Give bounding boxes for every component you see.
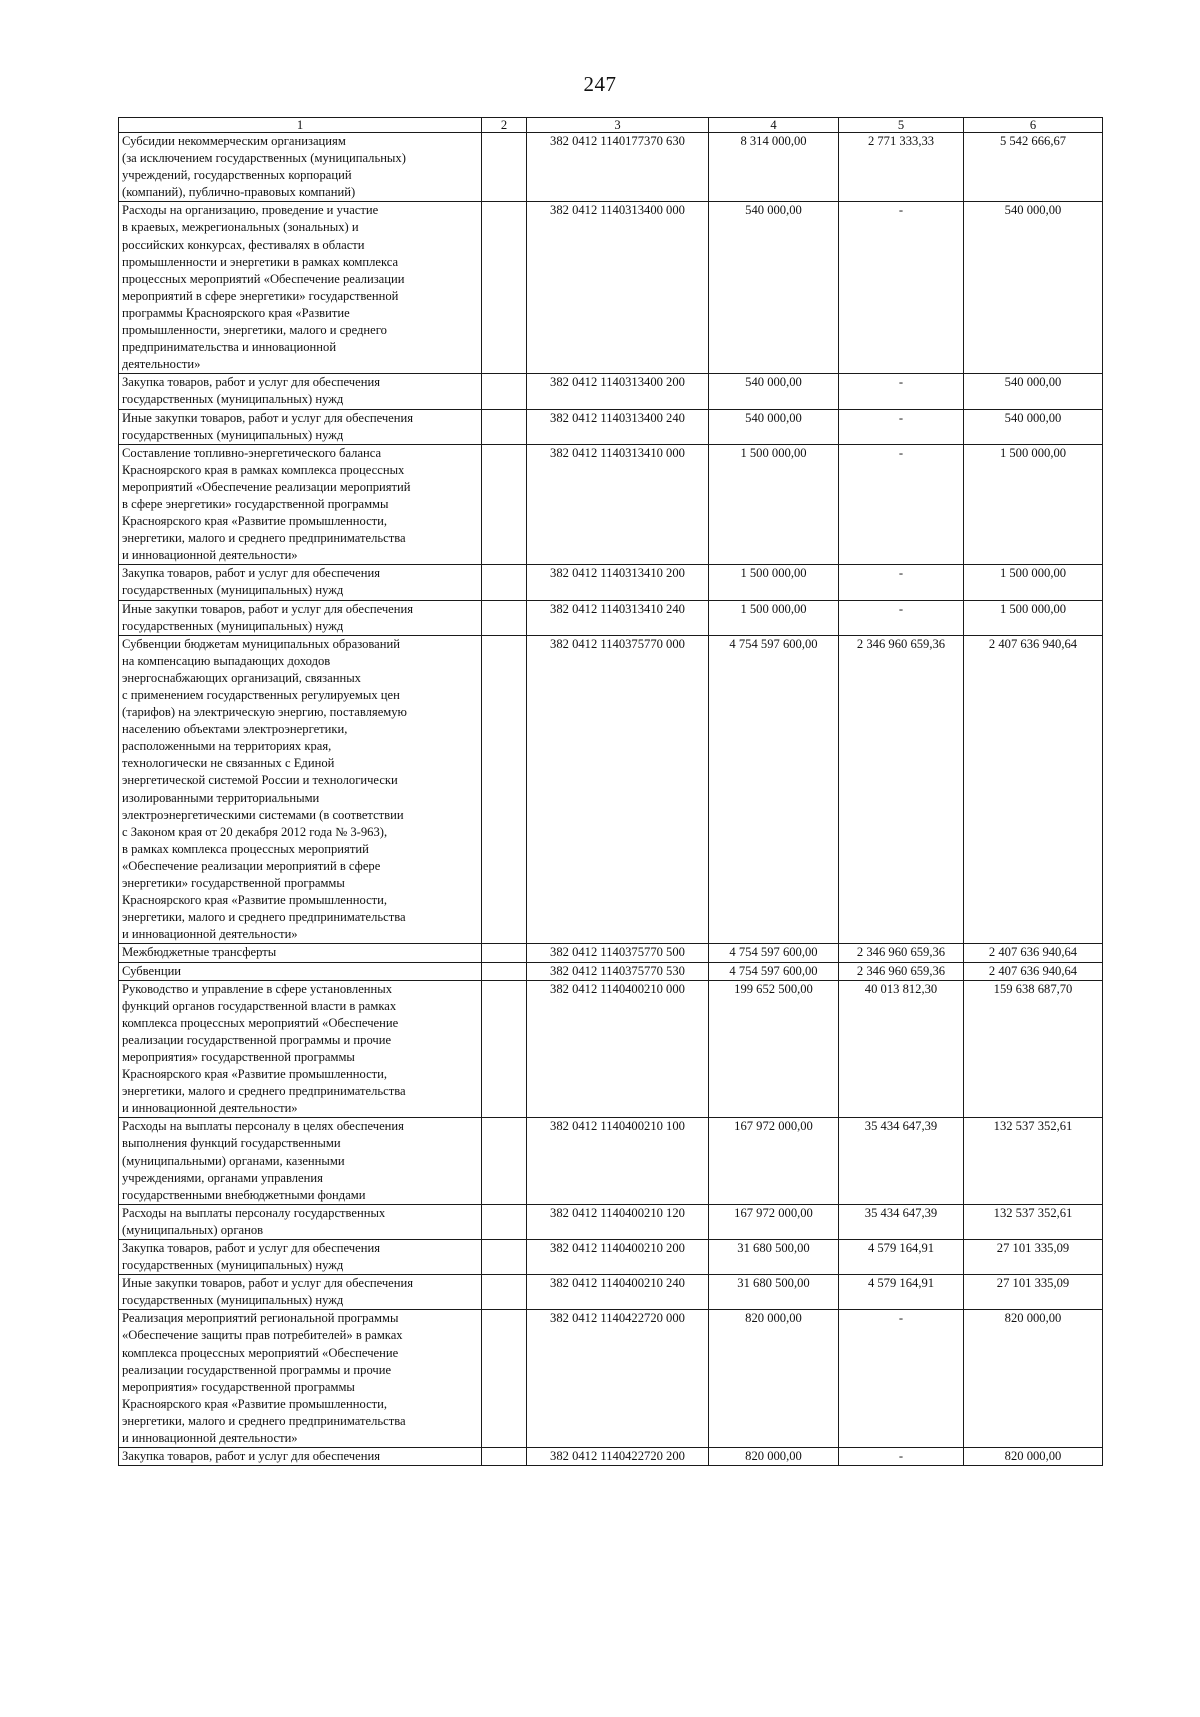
row-col2 (482, 1310, 527, 1448)
row-col2 (482, 565, 527, 600)
row-budget-code: 382 0412 1140375770 000 (527, 635, 709, 944)
row-col2 (482, 1204, 527, 1239)
row-amount-col5: - (839, 565, 964, 600)
row-description: Субвенции (119, 962, 482, 980)
row-amount-col4: 8 314 000,00 (709, 133, 839, 202)
row-budget-code: 382 0412 1140313400 240 (527, 409, 709, 444)
row-amount-col5: 2 346 960 659,36 (839, 944, 964, 962)
row-description: Закупка товаров, работ и услуг для обеспечения (119, 1448, 482, 1466)
row-amount-col4: 1 500 000,00 (709, 444, 839, 565)
row-col2 (482, 962, 527, 980)
row-amount-col6: 1 500 000,00 (964, 565, 1103, 600)
row-description: Субвенции бюджетам муниципальных образований на компенсацию выпадающих доходов энергоснабжающих организаций, связанных с применением государственных регулируемых цен (тарифов) на электрическую энергию, поставляемую населению объектами электроэнергетики, расположенными на территориях края, технологически не связанных с Единой энергетической системой России и технологически изолированными территориальными электроэнергетическими системами (в соответствии с Законом края от 20 декабря 2012 года № 3-963), в рамках комплекса процессных мероприятий «Обеспечение реализации мероприятий в сфере энергетики» государственной программы Красноярского края «Развитие промышленности, энергетики, малого и среднего предпринимательства и инновационной деятельности» (119, 635, 482, 944)
row-amount-col5: - (839, 409, 964, 444)
row-amount-col6: 132 537 352,61 (964, 1118, 1103, 1204)
column-header-5: 5 (839, 118, 964, 133)
row-col2 (482, 944, 527, 962)
row-amount-col6: 27 101 335,09 (964, 1240, 1103, 1275)
row-col2 (482, 980, 527, 1118)
row-amount-col4: 820 000,00 (709, 1448, 839, 1466)
row-amount-col6: 2 407 636 940,64 (964, 962, 1103, 980)
row-amount-col5: 2 346 960 659,36 (839, 635, 964, 944)
row-amount-col5: 35 434 647,39 (839, 1204, 964, 1239)
table-row (119, 962, 1103, 980)
row-amount-col6: 159 638 687,70 (964, 980, 1103, 1118)
row-description: Расходы на выплаты персоналу в целях обеспечения выполнения функций государственными (муниципальными) органами, казенными учреждениями, органами управления государственными внебюджетными фондами (119, 1118, 482, 1204)
row-amount-col4: 31 680 500,00 (709, 1275, 839, 1310)
row-amount-col5: - (839, 374, 964, 409)
row-col2 (482, 444, 527, 565)
row-description: Иные закупки товаров, работ и услуг для обеспечения государственных (муниципальных) нужд (119, 1275, 482, 1310)
row-amount-col5: - (839, 202, 964, 374)
table-row (119, 1275, 1103, 1310)
table-row (119, 1448, 1103, 1466)
row-budget-code: 382 0412 1140400210 200 (527, 1240, 709, 1275)
table-row (119, 1310, 1103, 1448)
row-amount-col6: 27 101 335,09 (964, 1275, 1103, 1310)
row-amount-col5: 35 434 647,39 (839, 1118, 964, 1204)
row-amount-col6: 820 000,00 (964, 1310, 1103, 1448)
row-col2 (482, 1240, 527, 1275)
row-budget-code: 382 0412 1140313410 000 (527, 444, 709, 565)
table-row (119, 1240, 1103, 1275)
table-row (119, 635, 1103, 944)
row-description: Закупка товаров, работ и услуг для обеспечения государственных (муниципальных) нужд (119, 565, 482, 600)
row-budget-code: 382 0412 1140400210 000 (527, 980, 709, 1118)
row-amount-col6: 1 500 000,00 (964, 600, 1103, 635)
row-description: Межбюджетные трансферты (119, 944, 482, 962)
table-row (119, 374, 1103, 409)
column-header-4: 4 (709, 118, 839, 133)
row-description: Расходы на организацию, проведение и участие в краевых, межрегиональных (зональных) и российских конкурсах, фестивалях в области промышленности и энергетики в рамках комплекса процессных мероприятий «Обеспечение реализации мероприятий в сфере энергетики» государственной программы Красноярского края «Развитие промышленности, энергетики, малого и среднего предпринимательства и инновационной деятельности» (119, 202, 482, 374)
row-amount-col6: 2 407 636 940,64 (964, 944, 1103, 962)
row-amount-col4: 167 972 000,00 (709, 1204, 839, 1239)
row-amount-col6: 1 500 000,00 (964, 444, 1103, 565)
row-description: Составление топливно-энергетического баланса Красноярского края в рамках комплекса процессных мероприятий «Обеспечение реализации мероприятий в сфере энергетики» государственной программы Красноярского края «Развитие промышленности, энергетики, малого и среднего предпринимательства и инновационной деятельности» (119, 444, 482, 565)
row-budget-code: 382 0412 1140400210 120 (527, 1204, 709, 1239)
row-budget-code: 382 0412 1140375770 530 (527, 962, 709, 980)
row-budget-code: 382 0412 1140313400 000 (527, 202, 709, 374)
row-amount-col4: 4 754 597 600,00 (709, 962, 839, 980)
row-description: Руководство и управление в сфере установленных функций органов государственной власти в рамках комплекса процессных мероприятий «Обеспечение реализации государственной программы и прочие мероприятия» государственной программы Красноярского края «Развитие промышленности, энергетики, малого и среднего предпринимательства и инновационной деятельности» (119, 980, 482, 1118)
row-amount-col4: 4 754 597 600,00 (709, 635, 839, 944)
row-amount-col6: 132 537 352,61 (964, 1204, 1103, 1239)
row-col2 (482, 202, 527, 374)
row-budget-code: 382 0412 1140422720 200 (527, 1448, 709, 1466)
column-header-6: 6 (964, 118, 1103, 133)
table-row (119, 1118, 1103, 1204)
row-amount-col6: 2 407 636 940,64 (964, 635, 1103, 944)
table-row (119, 980, 1103, 1118)
row-amount-col5: 4 579 164,91 (839, 1275, 964, 1310)
row-col2 (482, 409, 527, 444)
table-row (119, 444, 1103, 565)
row-amount-col6: 540 000,00 (964, 374, 1103, 409)
row-budget-code: 382 0412 1140177370 630 (527, 133, 709, 202)
column-header-3: 3 (527, 118, 709, 133)
table-row (119, 1204, 1103, 1239)
row-amount-col4: 199 652 500,00 (709, 980, 839, 1118)
row-col2 (482, 1118, 527, 1204)
row-col2 (482, 1275, 527, 1310)
row-budget-code: 382 0412 1140313400 200 (527, 374, 709, 409)
row-col2 (482, 1448, 527, 1466)
column-header-1: 1 (119, 118, 482, 133)
row-budget-code: 382 0412 1140313410 200 (527, 565, 709, 600)
row-amount-col5: - (839, 1448, 964, 1466)
row-description: Иные закупки товаров, работ и услуг для обеспечения государственных (муниципальных) нужд (119, 600, 482, 635)
row-amount-col5: 4 579 164,91 (839, 1240, 964, 1275)
row-amount-col4: 540 000,00 (709, 374, 839, 409)
table-row (119, 944, 1103, 962)
row-description: Закупка товаров, работ и услуг для обеспечения государственных (муниципальных) нужд (119, 1240, 482, 1275)
row-amount-col5: - (839, 600, 964, 635)
row-description: Субсидии некоммерческим организациям (за исключением государственных (муниципальных) учреждений, государственных корпораций (компаний), публично-правовых компаний) (119, 133, 482, 202)
row-amount-col5: - (839, 1310, 964, 1448)
row-amount-col6: 540 000,00 (964, 409, 1103, 444)
row-amount-col4: 820 000,00 (709, 1310, 839, 1448)
table-row (119, 565, 1103, 600)
row-col2 (482, 374, 527, 409)
row-amount-col4: 540 000,00 (709, 202, 839, 374)
budget-table (118, 117, 1103, 1466)
row-amount-col6: 820 000,00 (964, 1448, 1103, 1466)
row-budget-code: 382 0412 1140375770 500 (527, 944, 709, 962)
row-amount-col4: 540 000,00 (709, 409, 839, 444)
row-amount-col5: 40 013 812,30 (839, 980, 964, 1118)
table-row (119, 409, 1103, 444)
column-number-row (119, 118, 1103, 133)
row-col2 (482, 600, 527, 635)
row-amount-col4: 1 500 000,00 (709, 600, 839, 635)
row-amount-col5: 2 771 333,33 (839, 133, 964, 202)
row-amount-col4: 1 500 000,00 (709, 565, 839, 600)
row-amount-col6: 5 542 666,67 (964, 133, 1103, 202)
row-col2 (482, 133, 527, 202)
column-header-2: 2 (482, 118, 527, 133)
row-description: Реализация мероприятий региональной программы «Обеспечение защиты прав потребителей» в рамках комплекса процессных мероприятий «Обеспечение реализации государственной программы и прочие мероприятия» государственной программы Красноярского края «Развитие промышленности, энергетики, малого и среднего предпринимательства и инновационной деятельности» (119, 1310, 482, 1448)
page-number: 247 (583, 72, 617, 96)
row-amount-col5: 2 346 960 659,36 (839, 962, 964, 980)
row-amount-col6: 540 000,00 (964, 202, 1103, 374)
table-row (119, 133, 1103, 202)
row-amount-col4: 4 754 597 600,00 (709, 944, 839, 962)
row-budget-code: 382 0412 1140422720 000 (527, 1310, 709, 1448)
row-amount-col4: 31 680 500,00 (709, 1240, 839, 1275)
row-budget-code: 382 0412 1140400210 100 (527, 1118, 709, 1204)
row-amount-col4: 167 972 000,00 (709, 1118, 839, 1204)
row-description: Расходы на выплаты персоналу государственных (муниципальных) органов (119, 1204, 482, 1239)
row-amount-col5: - (839, 444, 964, 565)
row-col2 (482, 635, 527, 944)
row-description: Закупка товаров, работ и услуг для обеспечения государственных (муниципальных) нужд (119, 374, 482, 409)
row-description: Иные закупки товаров, работ и услуг для обеспечения государственных (муниципальных) нужд (119, 409, 482, 444)
table-row (119, 600, 1103, 635)
table-row (119, 202, 1103, 374)
row-budget-code: 382 0412 1140400210 240 (527, 1275, 709, 1310)
row-budget-code: 382 0412 1140313410 240 (527, 600, 709, 635)
